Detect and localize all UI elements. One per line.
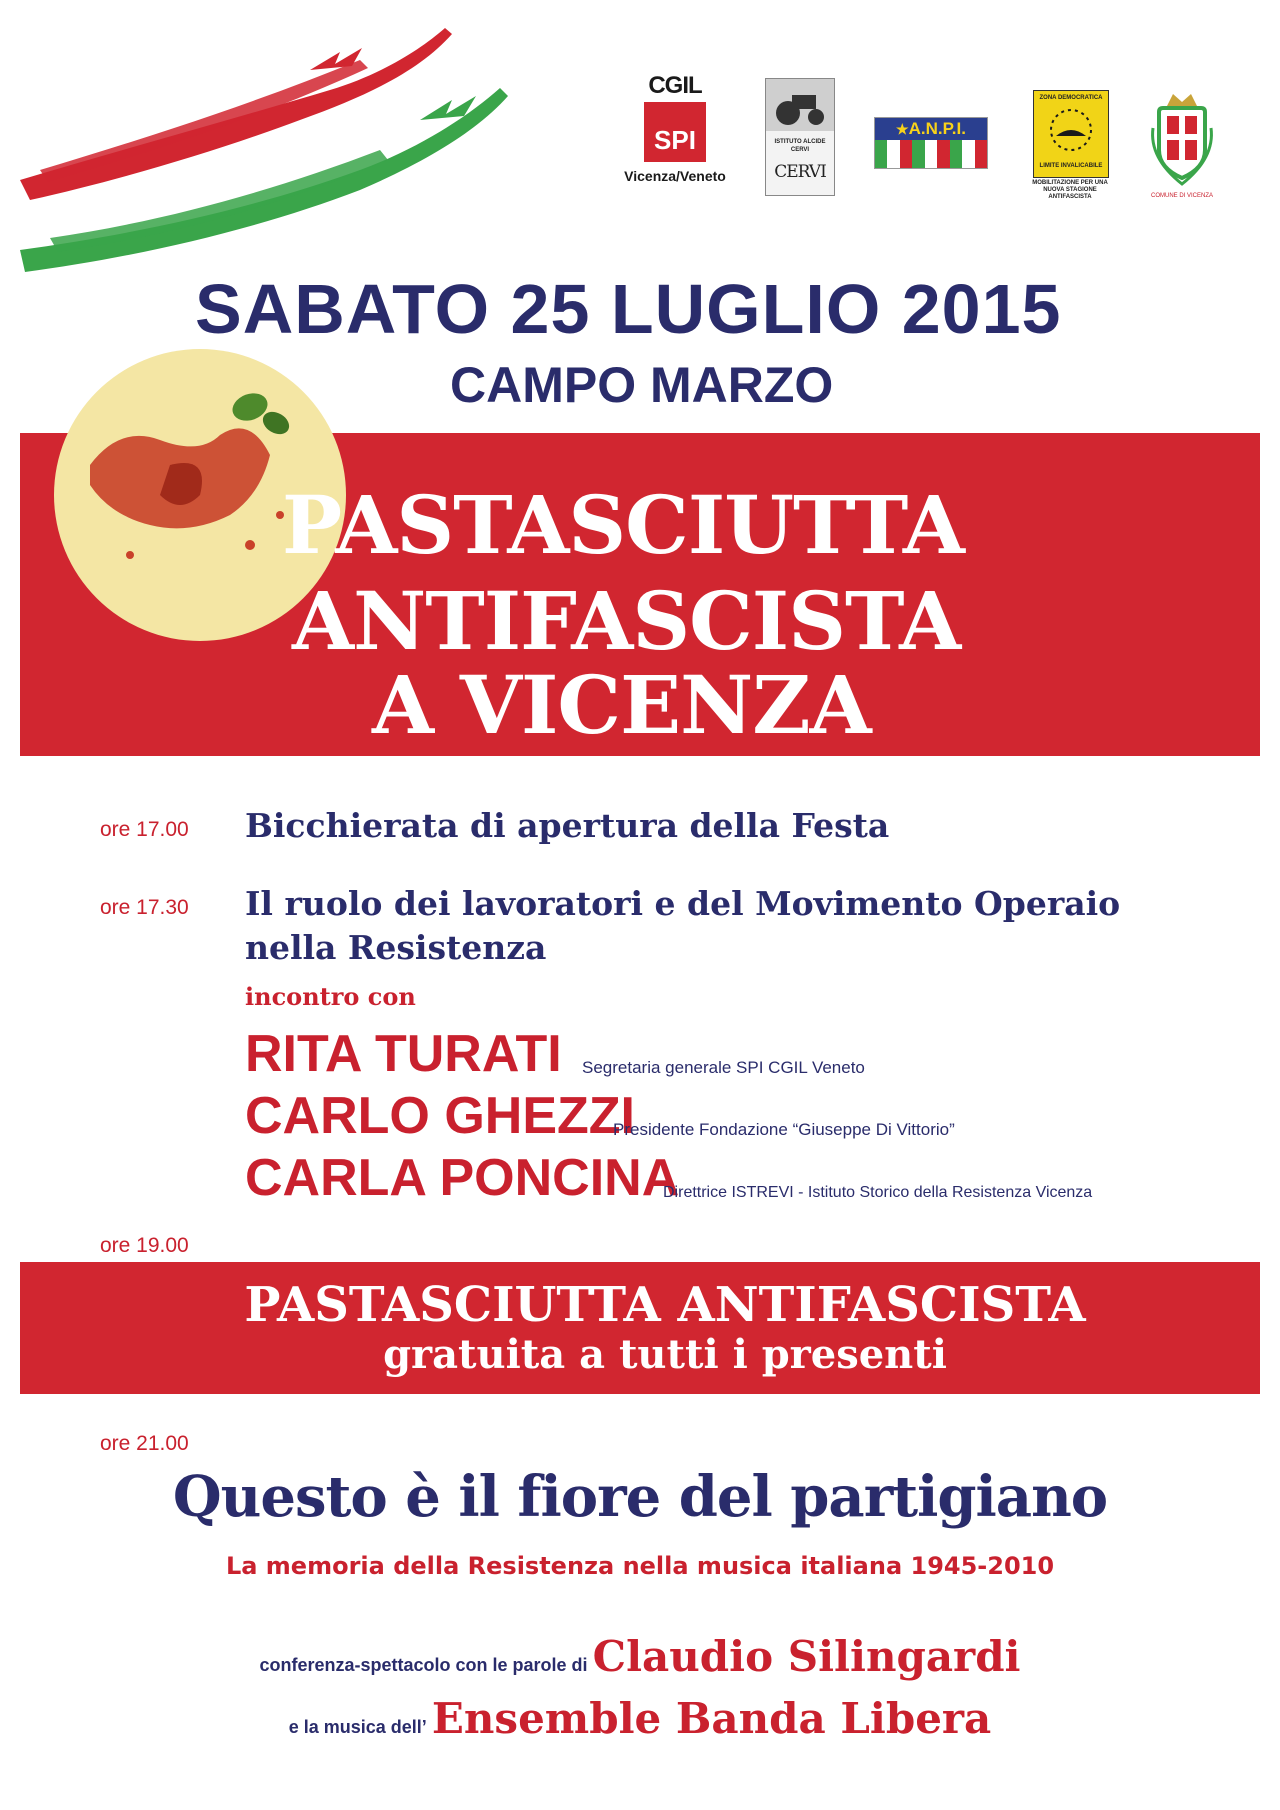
cervi-name: ISTITUTO ALCIDE CERVI (774, 139, 826, 153)
program-item-1: Bicchierata di apertura della Festa (245, 806, 890, 845)
credit-2-prefix: e la musica dell’ (288, 1717, 427, 1737)
credit-line-2 (0, 1694, 1280, 1743)
anpi-flags (875, 140, 987, 168)
event-venue: CAMPO MARZO (450, 357, 834, 413)
comune-vicenza-logo (1147, 88, 1217, 208)
program-time-1: ore 17.00 (100, 818, 189, 841)
zona-top: ZONA DEMOCRATICA (1039, 95, 1103, 101)
speaker-name-3: CARLA PONCINA (245, 1149, 680, 1207)
zona-democratica-logo (1033, 90, 1109, 178)
anpi-name: A.N.P.I. (908, 119, 966, 138)
tricolore-brush-strokes (0, 0, 620, 300)
anpi-logo (874, 117, 988, 169)
dinner-line-2: gratuita a tutti i presenti (383, 1331, 947, 1378)
dinner-line-1: PASTASCIUTTA ANTIFASCISTA (244, 1277, 1086, 1333)
credit-line-1 (0, 1632, 1280, 1681)
spi-label: SPI (654, 125, 696, 155)
cgil-sub-label: Vicenza/Veneto (624, 168, 726, 184)
dinner-time: ore 19.00 (100, 1234, 189, 1257)
coat-of-arms-icon (1147, 88, 1217, 188)
cgil-label: CGIL (648, 72, 702, 99)
zona-bottom: LIMITE INVALICABILE (1039, 163, 1103, 169)
evening-time: ore 21.00 (100, 1432, 189, 1455)
speaker-name-2: CARLO GHEZZI (245, 1087, 635, 1145)
program-item-2-line-1: Il ruolo dei lavoratori e del Movimento Operaio (245, 884, 1121, 923)
title-line-3: A VICENZA (372, 658, 871, 752)
cgil-spi-logo (605, 72, 745, 202)
speaker-role-2: Presidente Fondazione “Giuseppe Di Vittorio” (613, 1120, 955, 1139)
title-line-1: PASTASCIUTTA (282, 478, 964, 572)
anpi-label (875, 118, 987, 140)
comune-name: COMUNE DI VICENZA (1150, 193, 1213, 199)
speaker-name-1: RITA TURATI (245, 1025, 562, 1083)
cervi-logo (765, 78, 835, 196)
stars-circle-icon (1034, 102, 1108, 158)
speaker-role-3: Direttrice ISTREVI - Istituto Storico della Resistenza Vicenza (663, 1184, 1093, 1201)
evening-title: Questo è il fiore del partigiano (172, 1464, 1108, 1530)
zona-tagline: MOBILITAZIONE PER UNA NUOVA STAGIONE ANTIFASCISTA (1032, 180, 1108, 200)
program-item-2-line-2: nella Resistenza (245, 928, 547, 967)
speaker-role-1: Segretaria generale SPI CGIL Veneto (582, 1058, 865, 1077)
spi-box (644, 102, 706, 162)
credit-1-prefix: conferenza-spettacolo con le parole di (259, 1655, 588, 1675)
credit-1-name: Claudio Silingardi (592, 1632, 1021, 1681)
credit-2-name: Ensemble Banda Libera (431, 1694, 992, 1743)
star-icon: ★ (896, 121, 909, 137)
title-line-2: ANTIFASCISTA (292, 574, 961, 668)
evening-subtitle: La memoria della Resistenza nella musica italiana 1945-2010 (225, 1552, 1055, 1580)
tractor-icon (766, 79, 834, 131)
event-date: SABATO 25 LUGLIO 2015 (195, 270, 1062, 348)
program-time-2: ore 17.30 (100, 896, 189, 919)
cervi-mark: CERVI (774, 162, 826, 182)
program-intro: incontro con (245, 982, 416, 1011)
